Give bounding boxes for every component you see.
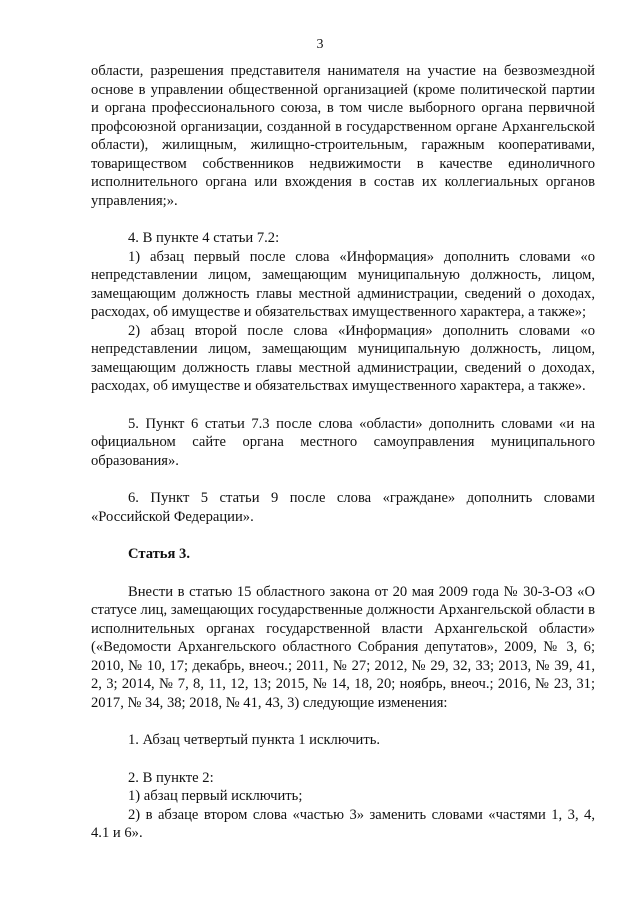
article-heading: Статья 3. xyxy=(128,546,190,562)
page-number: 3 xyxy=(316,37,324,52)
paragraph-item-4-sub-2: 2) абзац второй после слова «Информация» дополнить словами «о непредставлении лицом, замещающим муниципальную должность, лицом, замещающим должность главы местной администрации, сведений о доходах, расходах, об имуществе и обязательствах имущественного характера, а также». xyxy=(91,322,595,394)
paragraph-article-3-item-2: 2. В пункте 2: xyxy=(128,769,214,786)
paragraph-article-3-item-2-sub-1: 1) абзац первый исключить; xyxy=(128,788,303,804)
paragraph-item-4-sub-1: 1) абзац первый после слова «Информация» дополнить словами «о непредставлении лицом, замещающим муниципальную должность, лицом, замещающим должность главы местной администрации, сведений о доходах, расходах, об имуществе и обязательствах имущественного характера, а также»; xyxy=(91,248,595,320)
paragraph-article-3-item-1: 1. Абзац четвертый пункта 1 исключить. xyxy=(128,732,381,748)
paragraph-item-6: 6. Пункт 5 статьи 9 после слова «граждане» дополнить словами «Российской Федерации». xyxy=(91,490,595,525)
document-body xyxy=(91,62,595,843)
paragraph-article-3-item-2-sub-2: 2) в абзаце втором слова «частью 3» заменить словами «частями 1, 3, 4, 4.1 и 6». xyxy=(91,806,595,841)
paragraph-continuation: области, разрешения представителя нанимателя на участие на безвозмездной основе в управлении общественной организацией (кроме политической партии и органа профессионального союза, в том числе выборного органа первичной профсоюзной организации, созданной в государственном органе Архангельской области), жилищным, жилищно-строительным, гаражным кооперативами, товариществом собственников недвижимости в качестве единоличного исполнительного органа или вхождения в состав их коллегиальных органов управления;». xyxy=(91,63,595,209)
paragraph-item-5: 5. Пункт 6 статьи 7.3 после слова «области» дополнить словами «и на официальном сайте органа местного самоуправления муниципального образования». xyxy=(91,415,595,469)
paragraph-item-4: 4. В пункте 4 статьи 7.2: xyxy=(128,230,280,246)
paragraph-article-3-intro: Внести в статью 15 областного закона от 20 мая 2009 года № 30-3-ОЗ «О статусе лиц, замещающих государственные должности Архангельской области в исполнительных органах государственной власти Архангельской области» («Ведомости Архангельского областного Собрания депутатов», 2009, № 3, 6; 2010, № 10, 17; декабрь, внеоч.; 2011, № 27; 2012, № 29, 32, 33; 2013, № 39, 41, 2, 3; 2014, № 7, 8, 11, 12, 13; 2015, № 14, 18, 20; ноябрь, внеоч.; 2016, № 23, 31; 2017, № 34, 38; 2018, № 41, 43, 3) следующие изменения: xyxy=(91,583,595,711)
